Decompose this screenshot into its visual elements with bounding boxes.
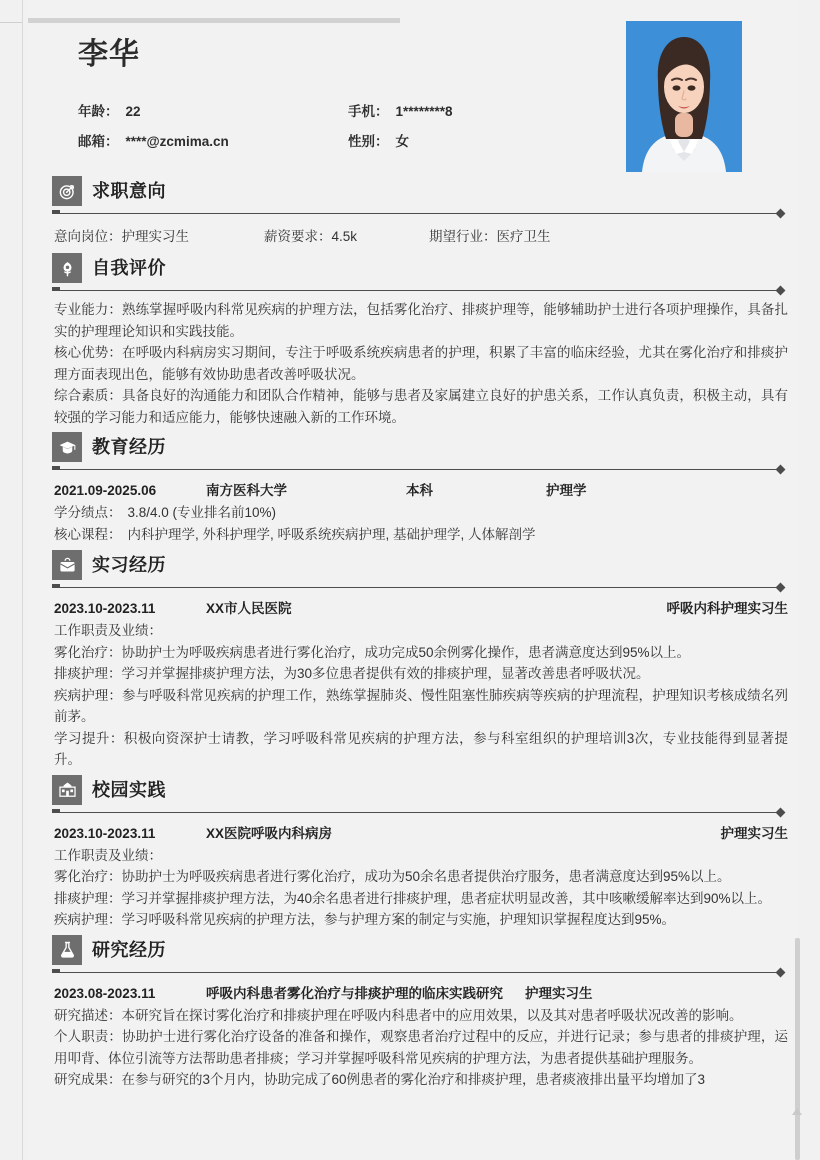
page-title: 李华 xyxy=(78,38,140,71)
section-self-evaluation xyxy=(52,253,790,428)
section-internship xyxy=(52,550,790,771)
self-eval-paragraph: 核心优势：在呼吸内科病房实习期间，专注于呼吸系统疾病患者的护理，积累了丰富的临床经验，尤其在雾化治疗和排痰护理方面表现出色，能够有效协助患者改善呼吸状况。 xyxy=(54,345,788,382)
section-research xyxy=(52,935,790,1091)
section-title-campus-practice: 校园实践 xyxy=(92,779,166,800)
self-eval-paragraph: 综合素质：具备良好的沟通能力和团队合作精神，能够与患者及家属建立良好的护患关系，工作认真负责，积极主动，具有较强的学习能力和适应能力，能够快速融入新的工作环境。 xyxy=(54,388,788,425)
section-divider xyxy=(52,807,790,817)
section-header-job-intention xyxy=(52,176,790,206)
campus-paragraph: 雾化治疗：协助护士为呼吸疾病患者进行雾化治疗，成功为50余名患者提供治疗服务，患者满意度达到95%以上。 xyxy=(54,869,731,884)
research-paragraph: 研究成果：在参与研究的3个月内，协助完成了60例患者的雾化治疗和排痰护理，患者痰液排出量平均增加了3 xyxy=(54,1072,706,1087)
briefcase-icon xyxy=(52,550,82,580)
section-divider xyxy=(52,208,790,218)
intent-salary: 薪资要求：4.5k xyxy=(264,229,358,244)
section-title-job-intention: 求职意向 xyxy=(92,181,166,201)
self-eval-paragraph: 专业能力：熟练掌握呼吸内科常见疾病的护理方法，包括雾化治疗、排痰护理等，能够辅助护士进行各项护理操作，具备扎实的护理理论知识和实践技能。 xyxy=(54,302,788,339)
internship-paragraph: 排痰护理：学习并掌握排痰护理方法，为30多位患者提供有效的排痰护理，显著改善患者呼吸状况。 xyxy=(54,666,650,681)
internship-paragraph: 学习提升：积极向资深护士请教，学习呼吸科常见疾病的护理方法，参与科室组织的护理培训3次，专业技能得到显著提升。 xyxy=(54,730,788,767)
education-gpa-label: 学分绩点： xyxy=(54,505,122,520)
section-divider xyxy=(52,967,790,977)
contact-value-age: 22 xyxy=(125,104,141,119)
education-body xyxy=(52,478,790,546)
section-title-internship: 实习经历 xyxy=(92,555,166,575)
internship-body xyxy=(52,596,790,771)
education-gpa-row xyxy=(54,502,788,524)
contact-field-email xyxy=(78,130,348,150)
section-title-self-evaluation: 自我评价 xyxy=(92,258,166,278)
education-courses-value: 内科护理学, 外科护理学, 呼吸系统疾病护理, 基础护理学, 人体解剖学 xyxy=(127,527,536,542)
internship-paragraph: 疾病护理：参与呼吸科常见疾病的护理工作，熟练掌握肺炎、慢性阻塞性肺疾病等疾病的护理流程，护理知识考核成绩名列前茅。 xyxy=(54,687,788,724)
campus-paragraph: 排痰护理：学习并掌握排痰护理方法，为40余名患者进行排痰护理，患者症状明显改善，其中咳嗽缓解率达到90%以上。 xyxy=(54,890,772,906)
research-date: 2023.08-2023.11 xyxy=(54,985,156,1001)
contact-label-email: 邮箱： xyxy=(78,134,119,149)
contact-info-grid xyxy=(78,100,578,150)
education-date: 2021.09-2025.06 xyxy=(54,483,157,498)
target-icon xyxy=(52,176,82,206)
section-divider xyxy=(52,582,790,592)
internship-paragraph: 工作职责及业绩： xyxy=(54,623,162,638)
campus-practice-body xyxy=(52,821,790,931)
id-photo xyxy=(626,21,742,172)
section-campus-practice xyxy=(52,775,790,931)
campus-org: XX医院呼吸内科病房 xyxy=(206,825,333,841)
education-courses-row xyxy=(54,524,788,546)
contact-field-phone xyxy=(348,100,578,120)
section-header-campus-practice xyxy=(52,775,790,805)
section-header-research xyxy=(52,935,790,965)
campus-role: 护理实习生 xyxy=(720,825,788,841)
campus-entry-meta xyxy=(54,821,788,845)
section-divider xyxy=(52,464,790,474)
intent-industry: 期望行业：医疗卫生 xyxy=(429,229,551,244)
contact-field-age xyxy=(78,100,348,120)
internship-paragraph: 雾化治疗：协助护士为呼吸疾病患者进行雾化治疗，成功完成50余例雾化操作，患者满意度达到95%以上。 xyxy=(54,644,691,660)
school-building-icon xyxy=(52,775,82,805)
research-topic: 呼吸内科患者雾化治疗与排痰护理的临床实践研究 xyxy=(206,985,503,1001)
ruler-horizontal-guide xyxy=(0,22,22,23)
internship-date: 2023.10-2023.11 xyxy=(54,601,156,616)
self-evaluation-body xyxy=(52,299,790,428)
resume-header xyxy=(52,0,790,172)
contact-field-gender xyxy=(348,130,578,150)
contact-value-phone: 1********8 xyxy=(395,104,453,119)
research-paragraph: 研究描述：本研究旨在探讨雾化治疗和排痰护理在呼吸内科患者中的应用效果，以及其对患者呼吸状况改善的影响。 xyxy=(54,1007,743,1023)
section-education xyxy=(52,432,790,546)
section-header-education xyxy=(52,432,790,462)
campus-paragraph: 疾病护理：学习呼吸科常见疾病的护理方法，参与护理方案的制定与实施，护理知识掌握程度达到95%。 xyxy=(54,912,676,927)
education-entry-meta xyxy=(54,478,788,502)
contact-value-email: ****@zcmima.cn xyxy=(125,134,229,149)
vertical-scrollbar-thumb[interactable] xyxy=(795,938,800,1160)
graduation-cap-icon xyxy=(52,432,82,462)
education-gpa-value: 3.8/4.0 (专业排名前10%) xyxy=(127,505,277,520)
contact-label-age: 年龄： xyxy=(78,104,119,119)
research-entry-meta xyxy=(54,981,788,1005)
education-school: 南方医科大学 xyxy=(206,483,287,498)
research-body xyxy=(52,981,790,1091)
resume-document-page xyxy=(28,0,798,1160)
flower-icon xyxy=(52,253,82,283)
internship-role: 呼吸内科护理实习生 xyxy=(666,601,788,616)
section-title-education: 教育经历 xyxy=(92,437,166,457)
job-intention-row xyxy=(54,222,788,249)
section-title-research: 研究经历 xyxy=(92,939,166,960)
contact-value-gender: 女 xyxy=(395,134,409,149)
education-major: 护理学 xyxy=(546,483,587,498)
internship-org: XX市人民医院 xyxy=(206,601,292,616)
section-job-intention xyxy=(52,176,790,249)
section-divider xyxy=(52,285,790,295)
scroll-caret-icon xyxy=(792,1108,802,1115)
contact-label-gender: 性别： xyxy=(348,134,389,149)
education-degree: 本科 xyxy=(406,483,433,498)
research-role: 护理实习生 xyxy=(525,985,593,1001)
section-header-self-evaluation xyxy=(52,253,790,283)
education-courses-label: 核心课程： xyxy=(54,527,122,542)
contact-label-phone: 手机： xyxy=(348,104,389,119)
section-header-internship xyxy=(52,550,790,580)
intent-position: 意向岗位：护理实习生 xyxy=(54,229,189,244)
campus-paragraph: 工作职责及业绩： xyxy=(54,847,162,863)
internship-entry-meta xyxy=(54,596,788,620)
job-intention-body xyxy=(52,222,790,249)
campus-date: 2023.10-2023.11 xyxy=(54,825,156,841)
ruler-vertical-guide xyxy=(22,0,23,1160)
flask-icon xyxy=(52,935,82,965)
research-paragraph: 个人职责：协助护士进行雾化治疗设备的准备和操作，观察患者治疗过程中的反应，并进行记录；参与患者的排痰护理，运用叩背、体位引流等方法帮助患者排痰；学习并掌握呼吸科常见疾病的护理方法，为患者提供基础护理服务。 xyxy=(54,1029,788,1066)
